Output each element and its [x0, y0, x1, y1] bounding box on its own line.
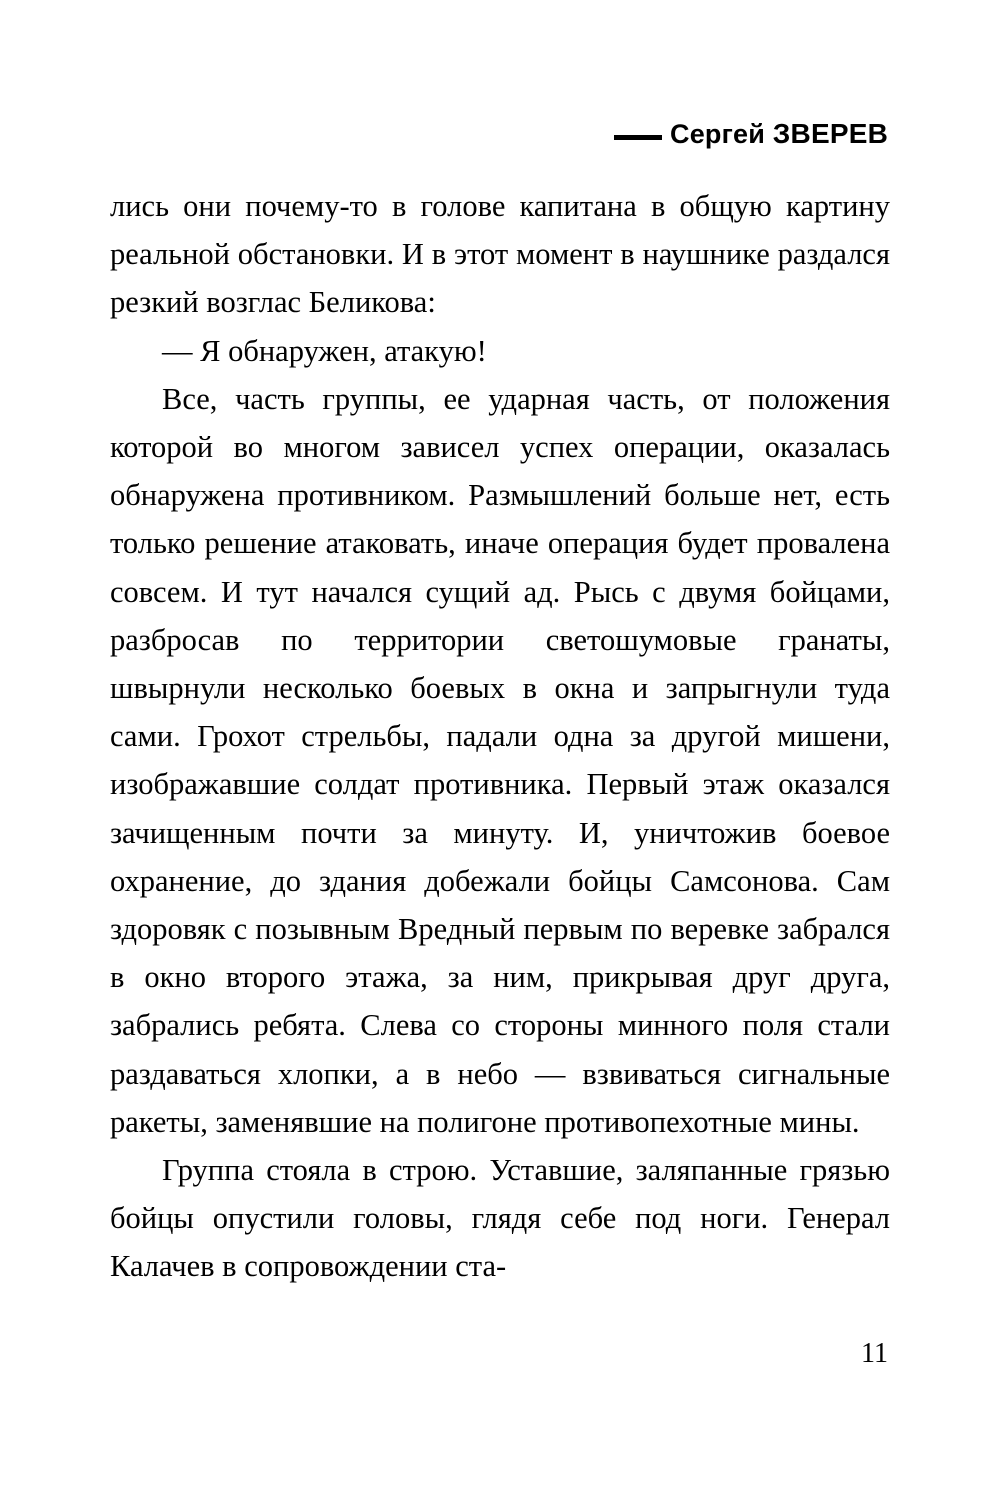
body-text	[110, 182, 890, 1291]
running-head	[614, 118, 888, 150]
paragraph-main: Все, часть группы, ее ударная часть, от положения которой во многом зависел успех операции, оказалась обнаружена противником. Размышлений больше нет, есть только решение атаковать, иначе операция будет провалена совсем. И тут начался сущий ад. Рысь с двумя бойцами, разбросав по территории светошумовые гранаты, швырнули несколько боевых в окна и запрыгнули туда сами. Грохот стрельбы, падали одна за другой мишени, изображавшие солдат противника. Первый этаж оказался зачищенным почти за минуту. И, уничтожив боевое охранение, до здания добежали бойцы Самсонова. Сам здоровяк с позывным Вредный первым по веревке забрался в окно второго этажа, за ним, прикрывая друг друга, забрались ребята. Слева со стороны минного поля стали раздаваться хлопки, а в небо — взвиваться сигнальные ракеты, заменявшие на полигоне противопехотные мины.	[110, 381, 890, 1139]
paragraph-dialogue: — Я обнаружен, атакую!	[162, 333, 487, 368]
horizontal-rule-icon	[614, 135, 662, 140]
author-first-name: Сергей	[670, 119, 773, 149]
page-number: 11	[861, 1338, 888, 1369]
paragraph-continued: лись они почему-то в голове капитана в общую картину реальной обстановки. И в этот момент в наушнике раздался резкий возглас Беликова:	[110, 189, 890, 320]
author-last-name: ЗВЕРЕВ	[772, 118, 888, 149]
author-name	[670, 118, 888, 150]
paragraph-final: Группа стояла в строю. Уставшие, заляпанные грязью бойцы опустили головы, глядя себе под ноги. Генерал Калачев в сопровождении ста-	[110, 1153, 890, 1284]
